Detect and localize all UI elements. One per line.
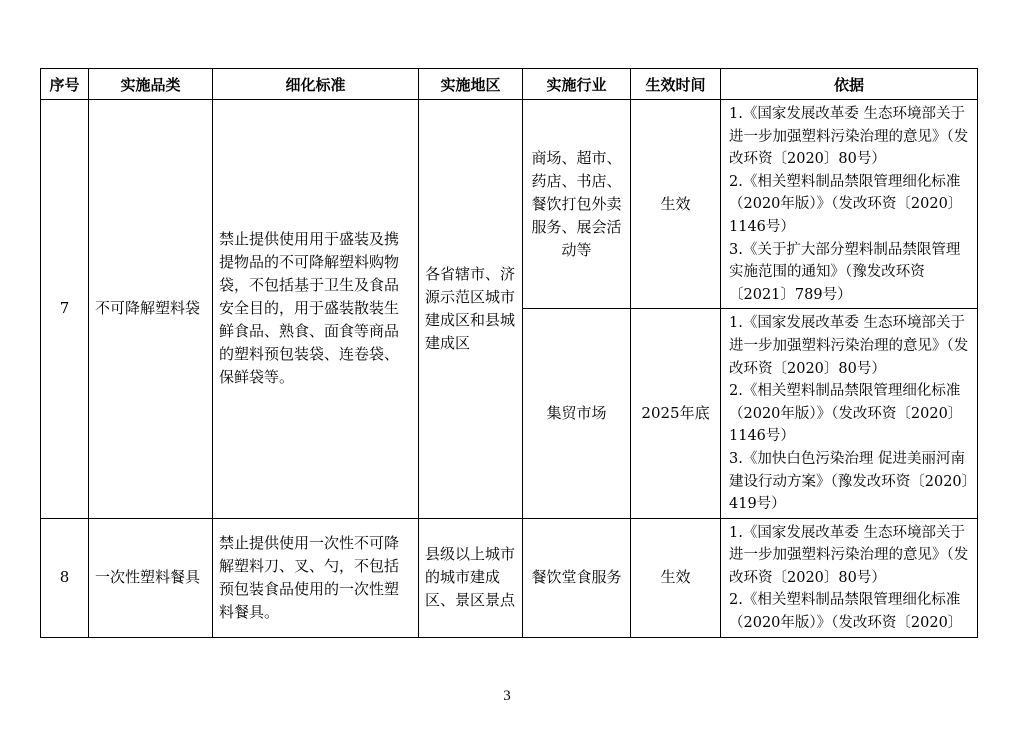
row-industry [523, 518, 631, 637]
row-no: 8 [41, 518, 89, 637]
row-region [419, 100, 523, 519]
row-region-text: 县级以上城市的城市建成区、景区景点 [425, 545, 516, 610]
table-row [41, 100, 978, 309]
row-region-text: 各省辖市、济源示范区城市建成区和县城建成区 [425, 264, 516, 352]
header-region: 实施地区 [419, 69, 523, 100]
row-effective: 生效 [631, 100, 721, 309]
row-industry [523, 309, 631, 518]
row-effective: 生效 [631, 518, 721, 637]
header-standard: 细化标准 [213, 69, 419, 100]
row-industry-text: 餐饮堂食服务 [531, 568, 622, 587]
row-industry-text: 商场、超市、药店、书店、餐饮打包外卖服务、展会活动等 [531, 148, 622, 259]
regulation-table [40, 68, 978, 638]
row-region [419, 518, 523, 637]
row-standard [213, 100, 419, 519]
row-category [89, 100, 213, 519]
table-row [41, 518, 978, 637]
row-basis [721, 309, 978, 518]
row-no: 7 [41, 100, 89, 519]
row-basis-text: 1.《国家发展改革委 生态环境部关于进一步加强塑料污染治理的意见》（发改环资〔2020〕80号） 2.《相关塑料制品禁限管理细化标准（2020年版）》（发改环资〔2020〕1146号） 3.《加快白色污染治理 促进美丽河南建设行动方案》（豫发改环资〔2020〕419号） [729, 315, 969, 513]
row-category-text: 一次性塑料餐具 [95, 568, 201, 587]
row-basis-text: 1.《国家发展改革委 生态环境部关于进一步加强塑料污染治理的意见》（发改环资〔2020〕80号） 2.《相关塑料制品禁限管理细化标准（2020年版）》（发改环资〔2020〕1146号） 3.《关于扩大部分塑料制品禁限管理实施范围的通知》（豫发改环资〔2021〕789号） [729, 106, 969, 303]
row-category-text: 不可降解塑料袋 [95, 299, 201, 318]
table-header-row [41, 69, 978, 100]
header-industry: 实施行业 [523, 69, 631, 100]
row-basis [721, 100, 978, 309]
header-basis: 依据 [721, 69, 978, 100]
row-standard [213, 518, 419, 637]
row-category [89, 518, 213, 637]
row-industry [523, 100, 631, 309]
header-category: 实施品类 [89, 69, 213, 100]
row-basis [721, 518, 978, 637]
row-industry-text: 集贸市场 [546, 404, 607, 423]
header-effective: 生效时间 [631, 69, 721, 100]
row-standard-text: 禁止提供使用一次性不可降解塑料刀、叉、勺，不包括预包装食品使用的一次性塑料餐具。 [219, 533, 400, 621]
row-effective: 2025年底 [631, 309, 721, 518]
row-basis-text: 1.《国家发展改革委 生态环境部关于进一步加强塑料污染治理的意见》（发改环资〔2020〕80号） 2.《相关塑料制品禁限管理细化标准（2020年版）》（发改环资〔2020〕 [729, 524, 969, 632]
page-number: 3 [503, 688, 511, 704]
header-no: 序号 [41, 69, 89, 100]
row-standard-text: 禁止提供使用用于盛装及携提物品的不可降解塑料购物袋，不包括基于卫生及食品安全目的，用于盛装散装生鲜食品、熟食、面食等商品的塑料预包装袋、连卷袋、保鲜袋等。 [219, 230, 400, 387]
